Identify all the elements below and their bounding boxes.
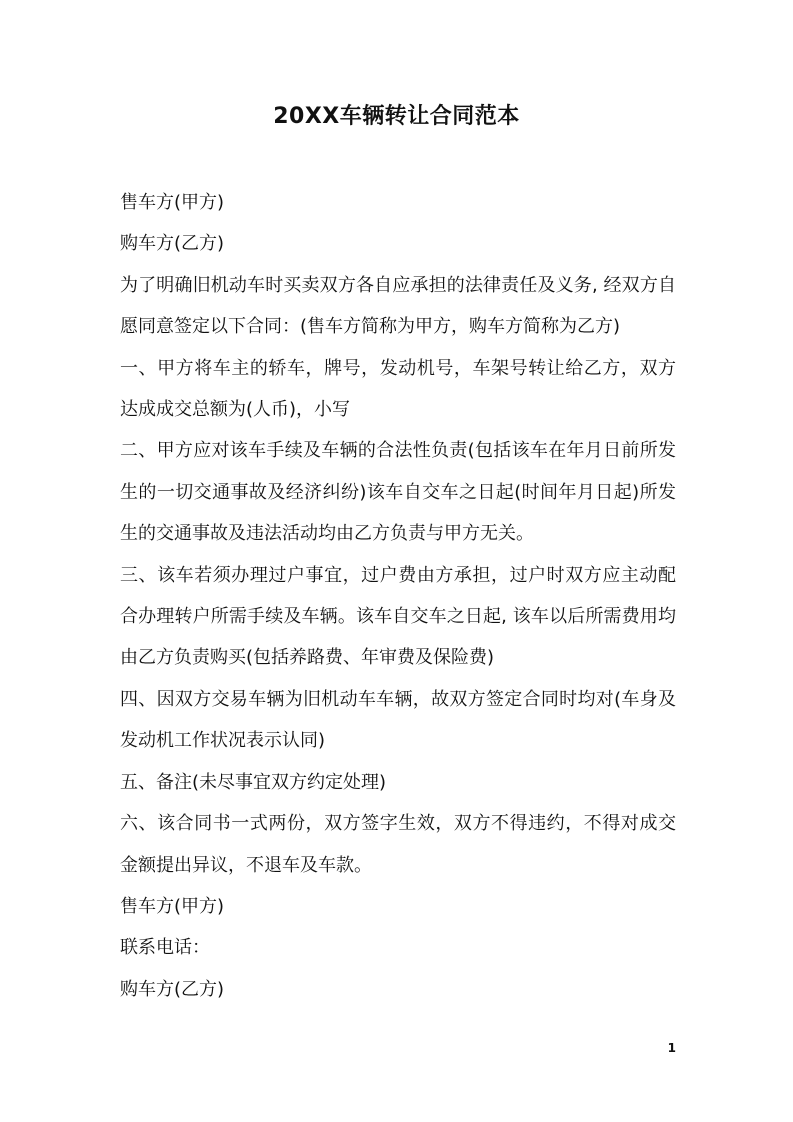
paragraph-clause-4: 四、因双方交易车辆为旧机动车车辆，故双方签定合同时均对(车身及发动机工作状况表示认同): [120, 688, 676, 752]
document-body: [120, 182, 676, 1010]
paragraph-clause-1: 一、甲方将车主的轿车，牌号，发动机号，车架号转让给乙方，双方达成成交总额为(人币)，小写: [120, 357, 676, 421]
paragraph-seller-signature: 售车方(甲方): [120, 895, 225, 917]
paragraph-buyer-signature: 购车方(乙方): [120, 978, 225, 1000]
paragraph-clause-3: 三、该车若须办理过户事宜，过户费由方承担，过户时双方应主动配合办理转户所需手续及车辆。该车自交车之日起, 该车以后所需费用均由乙方负责购买(包括养路费、年审费及保险费): [120, 564, 676, 669]
paragraph-seller: 售车方(甲方): [120, 192, 225, 213]
paragraph-clause-2: 二、甲方应对该车手续及车辆的合法性负责(包括该车在年月日前所发生的一切交通事故及经济纠纷)该车自交车之日起(时间年月日起)所发生的交通事故及违法活动均由乙方负责与甲方无关。: [120, 440, 676, 545]
paragraph-preamble: 为了明确旧机动车时买卖双方各自应承担的法律责任及义务, 经双方自愿同意签定以下合同：(售车方简称为甲方，购车方简称为乙方): [120, 274, 676, 338]
paragraph-contact-phone: 联系电话：: [120, 937, 210, 959]
paragraph-clause-6: 六、该合同书一式两份，双方签字生效，双方不得违约，不得对成交金额提出异议，不退车及车款。: [120, 813, 676, 876]
page-number: 1: [667, 1041, 676, 1055]
document-title: 20XX车辆转让合同范本: [273, 104, 520, 129]
paragraph-clause-5: 五、备注(未尽事宜双方约定处理): [120, 771, 387, 793]
paragraph-buyer: 购车方(乙方): [120, 233, 225, 255]
